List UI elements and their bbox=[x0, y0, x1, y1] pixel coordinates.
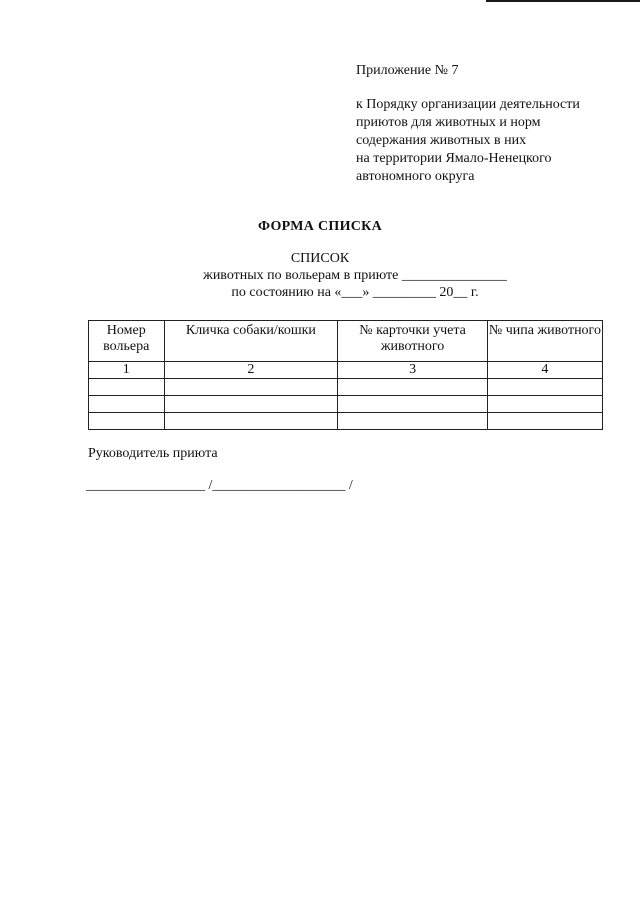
header-enclosure-number: Номер вольера bbox=[89, 321, 165, 362]
table-header-row bbox=[89, 321, 603, 362]
header-card-number: № карточки учета животного bbox=[338, 321, 488, 362]
scan-edge-mark bbox=[486, 0, 640, 2]
form-title: ФОРМА СПИСКА bbox=[257, 219, 383, 234]
table-cell bbox=[487, 396, 602, 413]
table-cell: 2 bbox=[164, 362, 338, 379]
table-cell bbox=[89, 379, 165, 396]
animals-table bbox=[88, 320, 603, 430]
table-cell bbox=[487, 413, 602, 430]
table-cell bbox=[164, 413, 338, 430]
appendix-line: к Порядку организации деятельности bbox=[356, 97, 580, 112]
table-row bbox=[89, 396, 603, 413]
table-cell bbox=[164, 396, 338, 413]
table-cell: 1 bbox=[89, 362, 165, 379]
table-cell bbox=[89, 413, 165, 430]
header-chip-number: № чипа животного bbox=[487, 321, 602, 362]
appendix-block bbox=[356, 62, 616, 186]
signature-line: _________________ /___________________ / bbox=[86, 478, 353, 493]
appendix-line: содержания животных в них bbox=[356, 133, 527, 148]
table-row bbox=[89, 413, 603, 430]
appendix-line: автономного округа bbox=[356, 169, 475, 184]
table-cell: 3 bbox=[338, 362, 488, 379]
table-cell bbox=[89, 396, 165, 413]
table-row bbox=[89, 379, 603, 396]
list-heading-shelter-line: животных по вольерам в приюте _______________ bbox=[203, 268, 507, 283]
table-cell bbox=[487, 379, 602, 396]
table-cell bbox=[338, 396, 488, 413]
appendix-line: на территории Ямало-Ненецкого bbox=[356, 151, 552, 166]
table-cell bbox=[164, 379, 338, 396]
table-cell bbox=[338, 379, 488, 396]
table-numbering-row bbox=[89, 362, 603, 379]
header-pet-name: Кличка собаки/кошки bbox=[164, 321, 338, 362]
appendix-line: приютов для животных и норм bbox=[356, 115, 541, 130]
appendix-body bbox=[356, 96, 616, 186]
shelter-head-label: Руководитель приюта bbox=[88, 446, 218, 461]
table-cell bbox=[338, 413, 488, 430]
list-heading bbox=[0, 250, 640, 301]
table-cell: 4 bbox=[487, 362, 602, 379]
list-heading-title: СПИСОК bbox=[290, 251, 350, 266]
list-heading-date-line: по состоянию на «___» _________ 20__ г. bbox=[231, 285, 479, 300]
appendix-title: Приложение № 7 bbox=[356, 63, 459, 78]
